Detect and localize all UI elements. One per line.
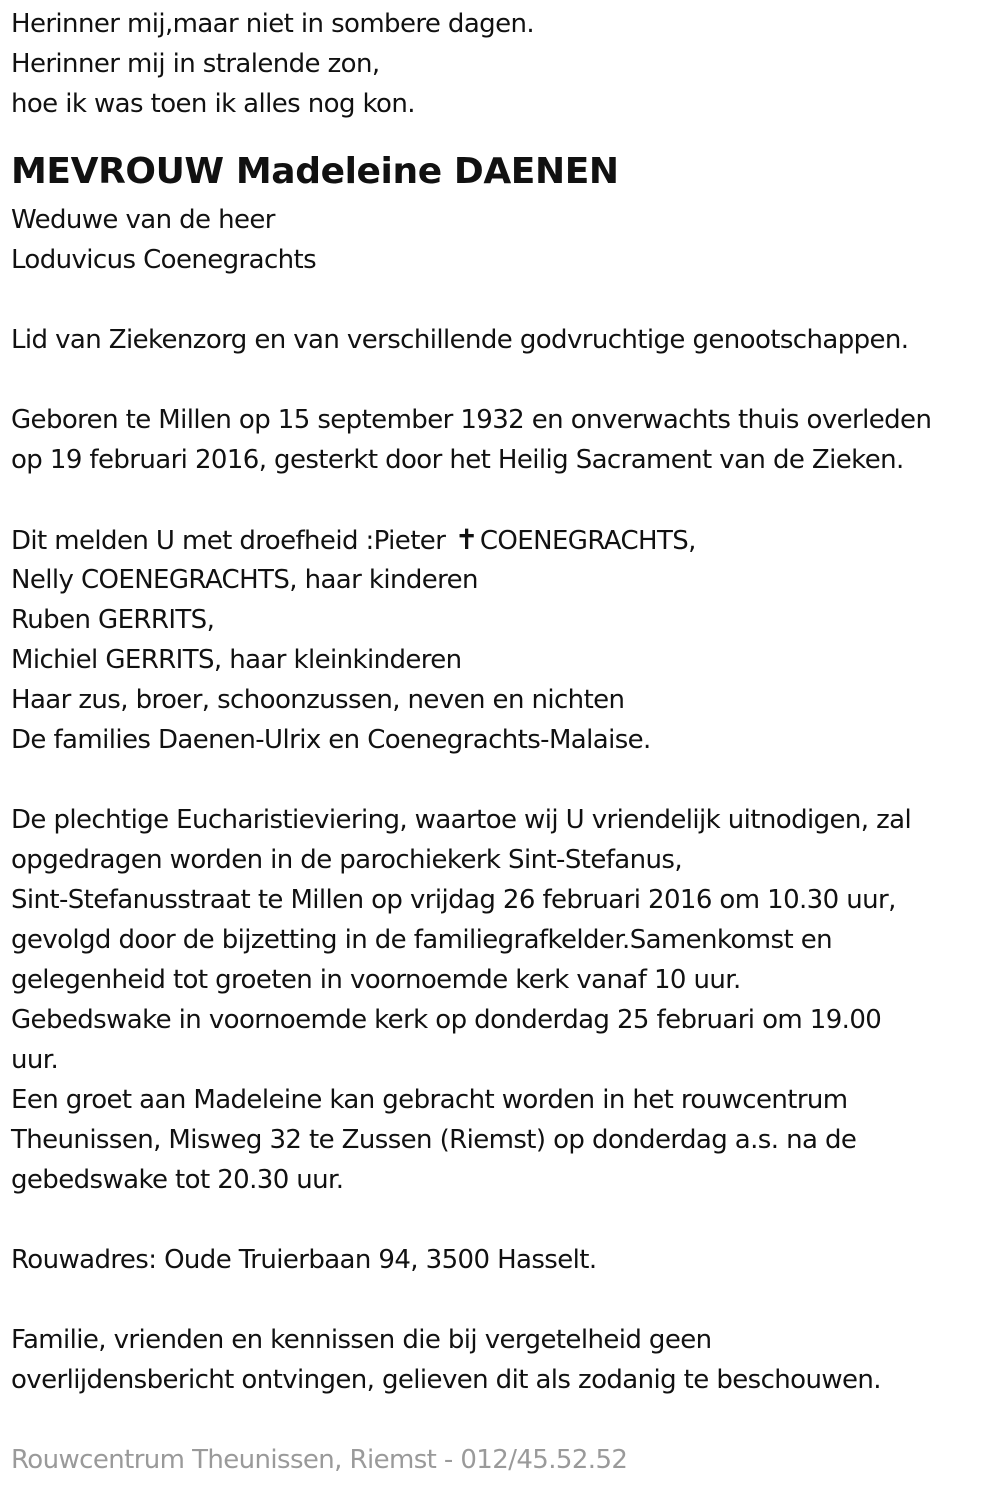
widow-line: Weduwe van de heer bbox=[11, 205, 275, 235]
closing-line: overlijdensbericht ontvingen, gelieven dit als zodanig te beschouwen. bbox=[11, 1365, 881, 1395]
mourning-address: Rouwadres: Oude Truierbaan 94, 3500 Hasselt. bbox=[11, 1245, 597, 1275]
announcers-suffix: COENEGRACHTS, bbox=[479, 526, 696, 556]
spacer bbox=[11, 480, 996, 520]
ceremony-line: Een groet aan Madeleine kan gebracht worden in het rouwcentrum bbox=[11, 1085, 848, 1115]
funeral-home-footer: Rouwcentrum Theunissen, Riemst - 012/45.52.52 bbox=[11, 1445, 628, 1475]
poem-line: hoe ik was toen ik alles nog kon. bbox=[11, 89, 415, 119]
ceremony-line: opgedragen worden in de parochiekerk Sint-Stefanus, bbox=[11, 845, 682, 875]
cross-icon: ✝ bbox=[454, 523, 478, 556]
ceremony-line: De plechtige Eucharistieviering, waartoe wij U vriendelijk uitnodigen, zal bbox=[11, 805, 912, 835]
spacer bbox=[11, 1280, 996, 1320]
spacer bbox=[11, 280, 996, 320]
ceremony-line: gelegenheid tot groeten in voornoemde kerk vanaf 10 uur. bbox=[11, 965, 741, 995]
ceremony-line: gebedswake tot 20.30 uur. bbox=[11, 1165, 344, 1195]
announcers-line: Michiel GERRITS, haar kleinkinderen bbox=[11, 645, 462, 675]
announcers-line: De families Daenen-Ulrix en Coenegrachts-Malaise. bbox=[11, 725, 651, 755]
ceremony-line: gevolgd door de bijzetting in de familiegrafkelder.Samenkomst en bbox=[11, 925, 832, 955]
ceremony-line: Sint-Stefanusstraat te Millen op vrijdag 26 februari 2016 om 10.30 uur, bbox=[11, 885, 896, 915]
announcers-prefix: Dit melden U met droefheid :Pieter bbox=[11, 526, 446, 556]
poem-line: Herinner mij,maar niet in sombere dagen. bbox=[11, 9, 535, 39]
announcers-line: Nelly COENEGRACHTS, haar kinderen bbox=[11, 565, 478, 595]
ceremony-line: Gebedswake in voornoemde kerk op donderdag 25 februari om 19.00 bbox=[11, 1005, 882, 1035]
announcers-line: Ruben GERRITS, bbox=[11, 605, 215, 635]
ceremony-line: uur. bbox=[11, 1045, 59, 1075]
deceased-name: MEVROUW Madeleine DAENEN bbox=[11, 151, 619, 192]
poem bbox=[11, 4, 996, 124]
membership-text: Lid van Ziekenzorg en van verschillende godvruchtige genootschappen. bbox=[11, 325, 909, 355]
announcers-line bbox=[11, 520, 996, 560]
spacer bbox=[11, 1200, 996, 1240]
obituary-document bbox=[11, 0, 996, 1480]
poem-line: Herinner mij in stralende zon, bbox=[11, 49, 380, 79]
birth-death-line: op 19 februari 2016, gesterkt door het Heilig Sacrament van de Zieken. bbox=[11, 445, 904, 475]
birth-death-line: Geboren te Millen op 15 september 1932 en onverwachts thuis overleden bbox=[11, 405, 932, 435]
widow-line: Loduvicus Coenegrachts bbox=[11, 245, 317, 275]
announcers-line: Haar zus, broer, schoonzussen, neven en nichten bbox=[11, 685, 625, 715]
spacer bbox=[11, 760, 996, 800]
ceremony-line: Theunissen, Misweg 32 te Zussen (Riemst) op donderdag a.s. na de bbox=[11, 1125, 857, 1155]
spacer bbox=[11, 360, 996, 400]
closing-line: Familie, vrienden en kennissen die bij vergetelheid geen bbox=[11, 1325, 712, 1355]
